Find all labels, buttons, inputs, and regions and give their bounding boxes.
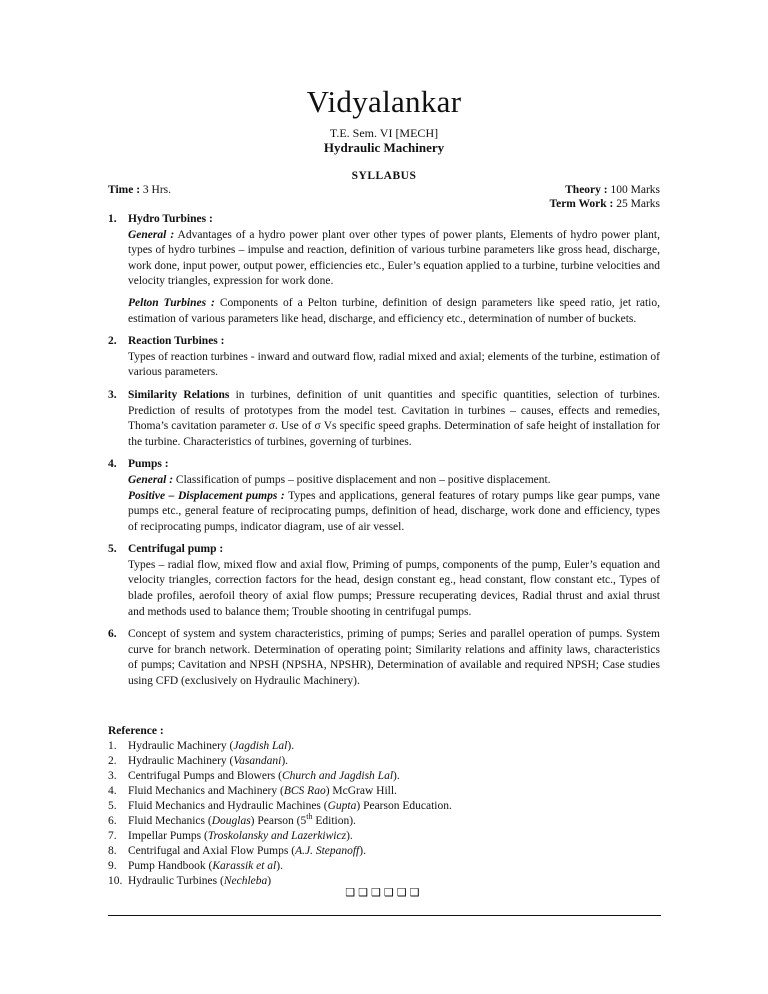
- section-number: 6.: [108, 628, 117, 641]
- reference-author: A.J. Stepanoff: [295, 845, 360, 857]
- reference-item: 10. Hydraulic Turbines (Nechleba): [108, 875, 272, 887]
- section-title: Hydro Turbines :: [128, 213, 213, 225]
- reference-item: 2. Hydraulic Machinery (Vasandani).: [108, 755, 289, 767]
- footer-divider: [108, 915, 661, 916]
- section-number: 3.: [108, 388, 117, 401]
- section-paragraph: [128, 388, 660, 450]
- pelton-label: Pelton Turbines :: [128, 296, 215, 309]
- reference-author: Douglas: [211, 815, 251, 827]
- reference-item: 9. Pump Handbook (Karassik et al).: [108, 860, 283, 872]
- reference-author: Vasandani: [233, 755, 282, 767]
- general-paragraph: [128, 228, 660, 290]
- general-label: General :: [128, 473, 174, 486]
- theory-marks: [565, 184, 660, 196]
- pelton-text: Components of a Pelton turbine, definition of design parameters like speed ratio, jet ratio, estimation of various parameters like head, discharge, and efficiency etc., determination of number of buckets.: [128, 296, 660, 325]
- pelton-paragraph: [128, 296, 660, 327]
- reference-item: 4. Fluid Mechanics and Machinery (BCS Rao) McGraw Hill.: [108, 785, 397, 797]
- reference-author: Gupta: [327, 800, 357, 812]
- section-text: Types – radial flow, mixed flow and axial flow, Priming of pumps, components of the pump, Euler’s equation and velocity triangles, correction factors for the head, design constant eg., head constant, flow constant etc., Types of blade profiles, aerofoil theory of axial flow pumps; Pressure recuperating devices, Radial thrust and axial thrust and methods used to balance them; Trouble shooting in centrifugal pumps.: [128, 558, 660, 618]
- reference-item: 7. Impellar Pumps (Troskolansky and Lazerkiwicz).: [108, 830, 353, 842]
- positive-label: Positive – Displacement pumps :: [128, 489, 285, 502]
- general-text: Advantages of a hydro power plant over other types of power plants, Elements of hydro power plant, types of hydro turbines – impulse and reaction, definition of various turbine parameters like gross head, discharge, work done, input power, output power, efficiencies etc., Euler’s equation applied to a turbine, turbine velocities and velocity triangles, expression for work done.: [128, 228, 660, 288]
- termwork-value: 25 Marks: [613, 198, 660, 210]
- semester-line: T.E. Sem. VI [MECH]: [329, 126, 439, 140]
- section-text: in turbines, definition of unit quantities and specific quantities, selection of turbines. Prediction of results of prototypes from the model test. Cavitation in turbines – causes, effects and remedies, Thoma’s cavitation parameter σ. Use of σ Vs specific speed graphs. Determination of safe height of installation for the turbine. Characteristics of turbines, governing of turbines.: [128, 388, 660, 448]
- section-title: Centrifugal pump :: [128, 543, 224, 556]
- termwork-label: Term Work :: [549, 198, 614, 210]
- reference-author: Church and Jagdish Lal: [281, 770, 394, 782]
- section-text: Types of reaction turbines - inward and outward flow, radial mixed and axial; elements of the turbine, estimation of various parameters.: [128, 350, 660, 379]
- section-number: 4.: [108, 458, 117, 471]
- general-text: Classification of pumps – positive displacement and non – positive displacement.: [173, 473, 551, 486]
- section-reaction-turbines: [108, 334, 660, 381]
- reference-title: Reference :: [108, 725, 164, 737]
- section-pumps: [108, 457, 660, 535]
- theory-value: 100 Marks: [607, 184, 660, 196]
- section-number: 2.: [108, 335, 117, 348]
- reference-item: 6. Fluid Mechanics (Douglas) Pearson (5th Edition).: [108, 812, 356, 827]
- reference-item: 5. Fluid Mechanics and Hydraulic Machines (Gupta) Pearson Education.: [108, 800, 452, 812]
- theory-label: Theory :: [565, 184, 608, 196]
- reference-author: Jagdish Lal: [233, 740, 288, 752]
- reference-item: 1. Hydraulic Machinery (Jagdish Lal).: [108, 740, 295, 752]
- reference-item: 8. Centrifugal and Axial Flow Pumps (A.J. Stepanoff).: [108, 845, 366, 857]
- section-similarity-relations: [108, 388, 660, 450]
- section-text: Concept of system and system characteristics, priming of pumps; Series and parallel operation of pumps. System curve for branch network. Determination of operating point; Similarity relations and affinity laws, characteristics of pumps; Cavitation and NPSH (NPSHA, NPSHR), Determination of available and required NPSH; Case studies using CFD (exclusively on Hydraulic Machinery).: [128, 628, 660, 688]
- time-label: Time :: [108, 184, 141, 196]
- subject-title: Hydraulic Machinery: [323, 140, 445, 155]
- syllabus-heading: SYLLABUS: [351, 170, 417, 182]
- general-paragraph: [128, 473, 660, 489]
- section-title: Reaction Turbines :: [128, 335, 225, 348]
- brand-title: Vidyalankar: [306, 84, 462, 119]
- general-label: General :: [128, 228, 175, 241]
- time-info: [108, 184, 171, 196]
- time-value: 3 Hrs.: [140, 184, 172, 196]
- syllabus-content: [108, 212, 660, 697]
- positive-text: Types and applications, general features of rotary pumps like gear pumps, vane pumps etc., general feature of reciprocating pumps, definition of head, discharge, work done and efficiency, types of reciprocating pumps, indicator diagram, use of air vessel.: [128, 489, 660, 533]
- termwork-marks: [549, 198, 660, 210]
- reference-author: BCS Rao: [283, 785, 326, 797]
- section-hydro-turbines: [108, 212, 660, 327]
- section-title: Pumps :: [128, 458, 169, 471]
- section-title: Similarity Relations: [128, 388, 230, 401]
- section-centrifugal-pump: [108, 542, 660, 620]
- reference-author: Troskolansky and Lazerkiwicz: [207, 830, 347, 842]
- reference-author: Nechleba: [223, 875, 268, 887]
- reference-list: [108, 724, 660, 889]
- end-marks-icon: ❑❑❑❑❑❑: [345, 886, 423, 899]
- reference-author: Karassik et al: [212, 860, 277, 872]
- reference-item: 3. Centrifugal Pumps and Blowers (Church and Jagdish Lal).: [108, 770, 400, 782]
- section-system-characteristics: [108, 627, 660, 689]
- positive-displacement-paragraph: [128, 489, 660, 536]
- section-number: 5.: [108, 543, 117, 556]
- section-number: 1.: [108, 213, 117, 225]
